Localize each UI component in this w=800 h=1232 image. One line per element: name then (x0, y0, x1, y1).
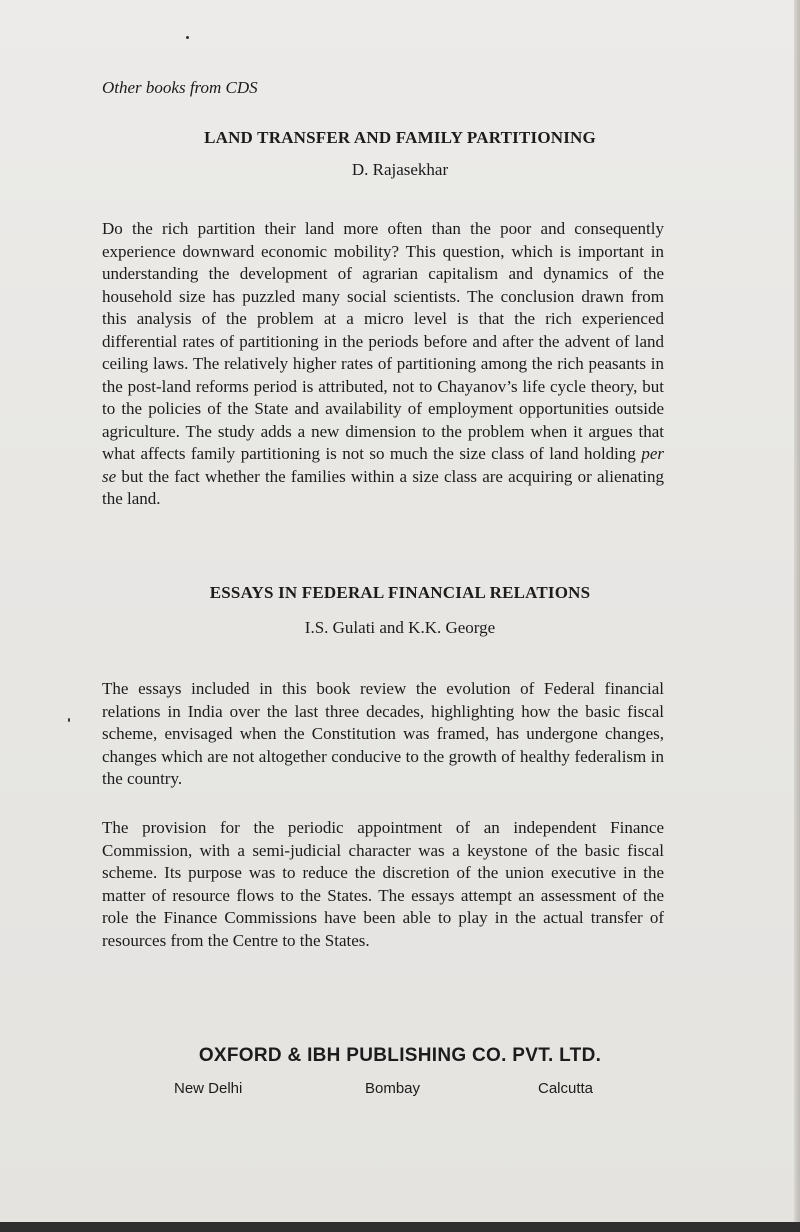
publisher-city-bombay: Bombay (365, 1080, 421, 1097)
description-text: but the fact whether the families within a size class are acquiring or alienating the land. (102, 466, 664, 508)
description-emphasis: per se (102, 444, 664, 486)
description-text: Do the rich partition their land more often than the poor and consequently experience downward economic mobility? This question, which is important in understanding the development of agrarian capitalism and dynamics of the household size has puzzled many social scientists. The conclusion drawn from this analysis of the problem at a micro level is that the rich experienced differential rates of partitioning in the periods before and after the advent of land ceiling laws. The relatively higher rates of partitioning among the rich peasants in the post-land reforms period is attributed, not to Chayanov’s life cycle theory, but to the policies of the State and availability of employment opportunities outside agriculture. The study adds a new dimension to the problem when it argues that what affects family partitioning is not so much the size class of land holding (102, 219, 664, 463)
cover-bottom-edge (0, 1222, 800, 1232)
book-title-land-transfer: LAND TRANSFER AND FAMILY PARTITIONING (204, 128, 596, 147)
book-title-federal-relations: ESSAYS IN FEDERAL FINANCIAL RELATIONS (209, 583, 591, 602)
publisher-city-new-delhi: New Delhi (174, 1080, 243, 1097)
book-author-gulati-george: I.S. Gulati and K.K. George (304, 618, 496, 637)
cover-right-edge (794, 0, 800, 1232)
book-description-federal-relations-1: The essays included in this book review the evolution of Federal financial relations in India over the last three decades, highlighting how the basic fiscal scheme, envisaged when the Constitution was framed, has undergone changes, changes which are not altogether conducive to the growth of healthy federalism in the country. (102, 679, 664, 788)
series-label: Other books from CDS (102, 78, 258, 97)
print-speck (68, 718, 70, 722)
publisher-name: OXFORD & IBH PUBLISHING CO. PVT. LTD. (198, 1045, 602, 1066)
print-speck (186, 36, 189, 39)
book-description-federal-relations-2: The provision for the periodic appointment of an independent Finance Commission, with a semi-judicial character was a keystone of the basic fiscal scheme. Its purpose was to reduce the discretion of the union executive in the matter of resource flows to the States. The essays attempt an assessment of the role the Finance Commissions have been able to play in the actual transfer of resources from the Centre to the States. (102, 818, 664, 950)
book-description-land-transfer (102, 218, 664, 511)
publisher-city-calcutta: Calcutta (538, 1080, 594, 1097)
book-author-rajasekhar: D. Rajasekhar (351, 160, 449, 179)
